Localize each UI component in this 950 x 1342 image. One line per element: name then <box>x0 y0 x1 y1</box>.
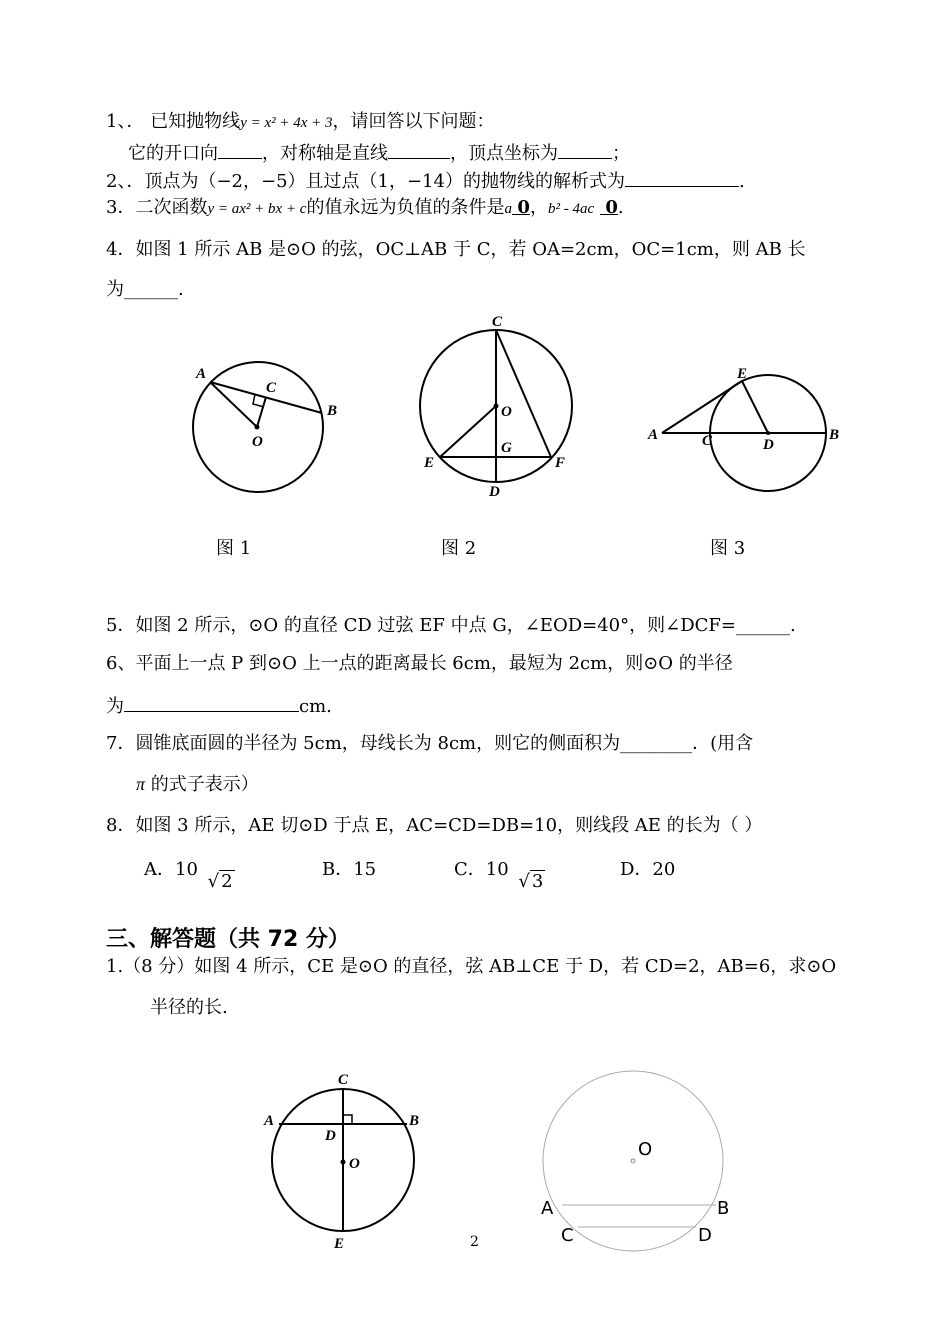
section-3-heading: 三、解答题（共 72 分） <box>106 927 350 952</box>
q4-line1: 4．如图 1 所示 AB 是⊙O 的弦，OC⊥AB 于 C，若 OA=2cm，OC=1cm，则 AB 长 <box>106 239 806 260</box>
q4-line2: 为______. <box>106 279 184 300</box>
fig1-label-a: A <box>196 366 207 382</box>
problem1-line2: 半径的长. <box>150 997 228 1018</box>
q1-line1: 1、． 已知抛物线y = x² + 4x + 3，请回答以下问题： <box>106 111 495 132</box>
q2-line: 2、．顶点为（−2，−5）且过点（1，−14）的抛物线的解析式为 . <box>106 168 745 194</box>
fig4-label-o: O <box>349 1156 360 1172</box>
fig4-label-b: B <box>409 1113 420 1129</box>
figure-2 <box>420 314 572 500</box>
fig2-caption: 图 2 <box>441 538 477 559</box>
q8-option-b[interactable]: B．15 <box>322 859 377 880</box>
pi-symbol: π <box>136 774 146 794</box>
q7-line2: π 的式子表示） <box>136 774 259 795</box>
fig4-label-c: C <box>338 1072 349 1088</box>
q7-line1: 7．圆锥底面圆的半径为 5cm，母线长为 8cm，则它的侧面积为________．(用含 <box>106 733 754 754</box>
q8-option-c[interactable]: C．10 √ 3 <box>454 859 544 892</box>
blank-discriminant-condition[interactable]: 0 <box>600 196 618 215</box>
q3-formula: y = ax² + bx + c <box>207 201 307 217</box>
sqrt-3: √ 3 <box>518 871 544 892</box>
figure-3 <box>647 366 839 491</box>
problem1-line1: 1.（8 分）如图 4 所示，CE 是⊙O 的直径，弦 AB⊥CE 于 D，若 CD=2，AB=6，求⊙O <box>106 956 837 977</box>
fig2-label-o: O <box>501 404 512 420</box>
fig4-label-d: D <box>325 1128 336 1144</box>
fig3-label-e: E <box>737 366 748 382</box>
page-number: 2 <box>470 1234 479 1250</box>
fig1-label-o: O <box>252 434 263 450</box>
fig5-label-b: B <box>717 1198 730 1219</box>
fig3-label-c: C <box>702 433 713 449</box>
fig4-label-a: A <box>264 1113 275 1129</box>
fig5-label-o: O <box>638 1139 653 1160</box>
q1-number: 1、． <box>106 111 145 132</box>
q8-line: 8．如图 3 所示，AE 切⊙D 于点 E，AC=CD=DB=10，则线段 AE 的长为（ ） <box>106 815 763 836</box>
fig5-label-a: A <box>541 1198 554 1219</box>
fig2-label-g: G <box>501 440 512 456</box>
q3-line: 3．二次函数y = ax² + bx + c的值永远为负值的条件是a 0，b² - 4ac 0. <box>106 197 624 218</box>
q1-line2: 它的开口向 ，对称轴是直线 ，顶点坐标为 ； <box>128 140 630 166</box>
fig1-caption: 图 1 <box>216 538 252 559</box>
q6-line1: 6、平面上一点 P 到⊙O 上一点的距离最长 6cm，最短为 2cm，则⊙O 的半径 <box>106 653 733 674</box>
q5-line: 5．如图 2 所示，⊙O 的直径 CD 过弦 EF 中点 G，∠EOD=40°，则∠DCF=______. <box>106 615 796 636</box>
q6-line2: 为 cm. <box>106 693 332 719</box>
fig1-label-c: C <box>266 380 277 396</box>
fig2-label-f: F <box>555 455 566 471</box>
blank-radius[interactable] <box>124 693 299 712</box>
fig5-label-d: D <box>698 1225 712 1246</box>
figure-1 <box>193 362 337 492</box>
fig3-label-b: B <box>829 427 840 443</box>
fig3-label-d: D <box>763 437 774 453</box>
fig3-label-a: A <box>648 427 659 443</box>
fig2-label-e: E <box>424 455 435 471</box>
fig4-label-e: E <box>334 1236 345 1252</box>
figure-4 <box>263 1072 419 1252</box>
q8-option-a[interactable]: A．10 √ 2 <box>144 859 233 892</box>
fig3-caption: 图 3 <box>710 538 746 559</box>
sqrt-2: √ 2 <box>207 871 233 892</box>
fig2-label-c: C <box>492 314 503 330</box>
figure-5 <box>541 1071 729 1251</box>
q1-formula: y = x² + 4x + 3 <box>240 115 333 131</box>
q8-option-d[interactable]: D．20 <box>620 859 676 880</box>
fig1-label-b: B <box>327 403 338 419</box>
fig2-label-d: D <box>489 484 500 500</box>
blank-a-condition[interactable]: 0 <box>512 196 530 215</box>
fig5-label-c: C <box>561 1225 574 1246</box>
